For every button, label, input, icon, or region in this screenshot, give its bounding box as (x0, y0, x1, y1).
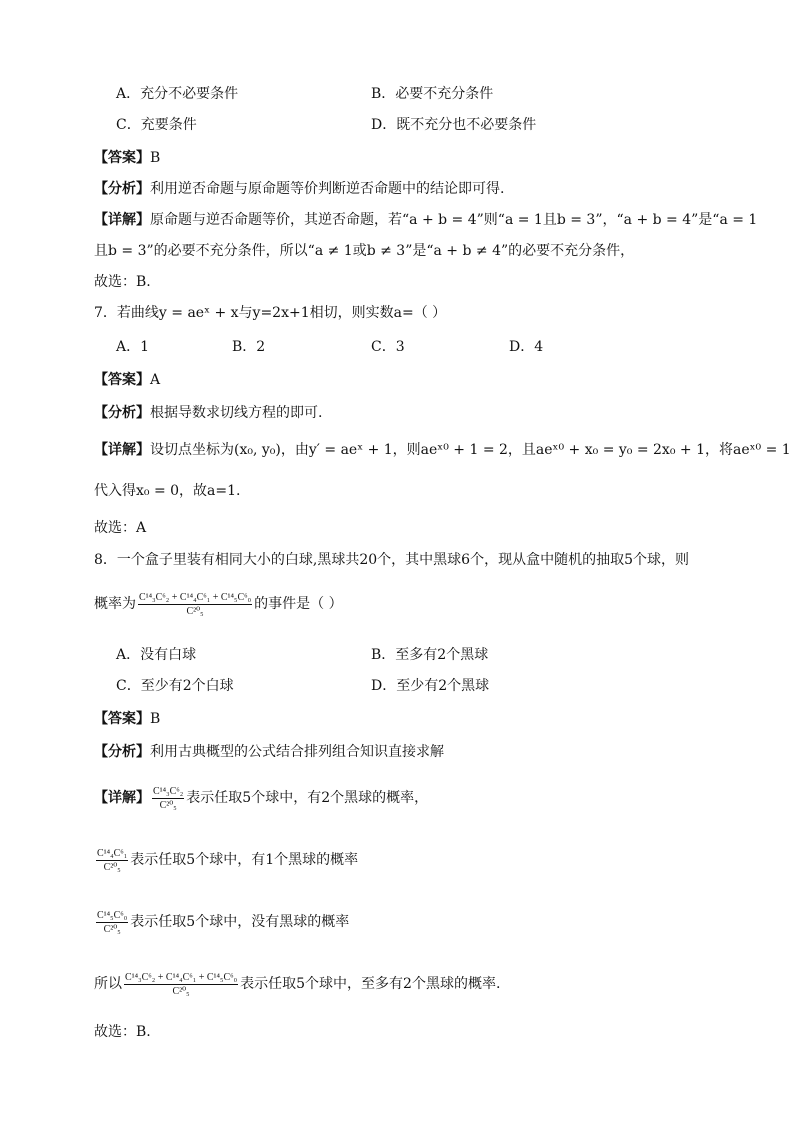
answer-tag: 【答案】 (94, 711, 150, 727)
fraction-numerator: C¹⁴₅C⁶₀ (97, 909, 128, 921)
q8-detail-no-black (94, 902, 349, 942)
q8-conclusion: 故选：B. (94, 1024, 151, 1040)
q8-detail-sum (94, 964, 500, 1004)
q8-option-b: B．至多有2个黑球 (371, 647, 489, 663)
q8-detail (94, 778, 428, 818)
analysis-tag: 【分析】 (94, 744, 150, 760)
probability-fraction (138, 591, 252, 618)
q6-option-d: D．既不充分也不必要条件 (371, 117, 537, 133)
fraction-no-black (96, 909, 128, 936)
q8-option-a: A．没有白球 (116, 647, 197, 663)
q6-detail-cont: 且b = 3”的必要不充分条件，所以“a ≠ 1或b ≠ 3”是“a + b ≠ 4”的必要不充分条件， (94, 243, 635, 259)
q7-option-d: D．4 (509, 339, 544, 355)
stem-suffix: 的事件是（ ） (254, 596, 343, 612)
detail-text: 原命题与逆否命题等价，其逆否命题，若“a + b = 4”则“a = 1且b = 3”，“a + b = 4”是“a = 1 (150, 212, 758, 228)
fraction-denominator: C²⁰₅ (103, 861, 121, 873)
q6-conclusion: 故选：B. (94, 274, 151, 290)
analysis-text: 利用古典概型的公式结合排列组合知识直接求解 (150, 744, 444, 760)
answer-tag: 【答案】 (94, 150, 150, 166)
fraction-numerator: C¹⁴₄C⁶₁ (97, 847, 128, 859)
fraction-two-black (152, 785, 184, 812)
q8-option-d: D．至少有2个黑球 (371, 678, 490, 694)
detail-tag: 【详解】 (94, 442, 150, 458)
q7-option-b: B．2 (232, 339, 266, 355)
q7-option-c: C．3 (371, 339, 405, 355)
fraction-numerator: C¹⁴₃C⁶₂ (153, 785, 184, 797)
fraction-one-black (96, 847, 128, 874)
q8-stem: 8．一个盒子里装有相同大小的白球,黑球共20个，其中黑球6个，现从盒中随机的抽取5个球，则 (94, 552, 689, 568)
q7-stem: 7．若曲线y = aeˣ + x与y=2x+1相切，则实数a=（ ） (94, 305, 447, 321)
q7-conclusion: 故选：A (94, 520, 147, 536)
q8-detail-one-black (94, 840, 358, 880)
answer-tag: 【答案】 (94, 372, 150, 388)
q7-analysis (94, 403, 322, 423)
fraction-at-most-two-black (124, 971, 238, 998)
q6-option-a: A．充分不必要条件 (116, 86, 239, 102)
analysis-text: 根据导数求切线方程的即可. (150, 405, 323, 421)
fraction-denominator: C²⁰₅ (186, 605, 204, 617)
q6-option-b: B．必要不充分条件 (371, 86, 494, 102)
detail-tag: 【详解】 (94, 212, 150, 228)
fraction-meaning: 表示任取5个球中，有1个黑球的概率 (130, 852, 359, 868)
q8-option-c: C．至少有2个白球 (116, 678, 234, 694)
fraction-numerator: C¹⁴₃C⁶₂ + C¹⁴₄C⁶₁ + C¹⁴₅C⁶₀ (139, 591, 252, 603)
q8-stem-probability (94, 584, 343, 624)
fraction-denominator: C²⁰₅ (159, 799, 177, 811)
fraction-meaning: 表示任取5个球中，有2个黑球的概率， (186, 790, 429, 806)
q7-detail (94, 440, 791, 460)
q7-option-a: A．1 (116, 339, 150, 355)
analysis-tag: 【分析】 (94, 181, 150, 197)
q6-analysis (94, 179, 504, 199)
detail-text: 设切点坐标为(x₀, y₀)，由y′ = aeˣ + 1，则aeˣ⁰ + 1 = 2，且aeˣ⁰ + x₀ = y₀ = 2x₀ + 1，将aeˣ⁰ = 1 (150, 442, 791, 458)
q6-detail (94, 210, 757, 230)
q8-answer (94, 709, 160, 729)
analysis-text: 利用逆否命题与原命题等价判断逆否命题中的结论即可得. (150, 181, 505, 197)
analysis-tag: 【分析】 (94, 405, 150, 421)
detail-tag: 【详解】 (94, 790, 150, 806)
q7-detail-cont: 代入得x₀ = 0，故a=1. (94, 483, 241, 499)
answer-value: B (150, 711, 161, 727)
stem-prefix: 概率为 (94, 596, 136, 612)
q6-option-c: C．充要条件 (116, 117, 197, 133)
q8-analysis (94, 742, 444, 762)
q6-answer (94, 148, 160, 168)
answer-value: B (150, 150, 161, 166)
fraction-meaning: 表示任取5个球中，没有黑球的概率 (130, 914, 350, 930)
fraction-numerator: C¹⁴₃C⁶₂ + C¹⁴₄C⁶₁ + C¹⁴₅C⁶₀ (125, 971, 238, 983)
fraction-denominator: C²⁰₅ (172, 985, 190, 997)
q7-answer (94, 370, 160, 390)
fraction-meaning: 表示任取5个球中，至多有2个黑球的概率. (240, 976, 501, 992)
fraction-denominator: C²⁰₅ (103, 923, 121, 935)
answer-value: A (150, 372, 161, 388)
sum-prefix: 所以 (94, 976, 122, 992)
